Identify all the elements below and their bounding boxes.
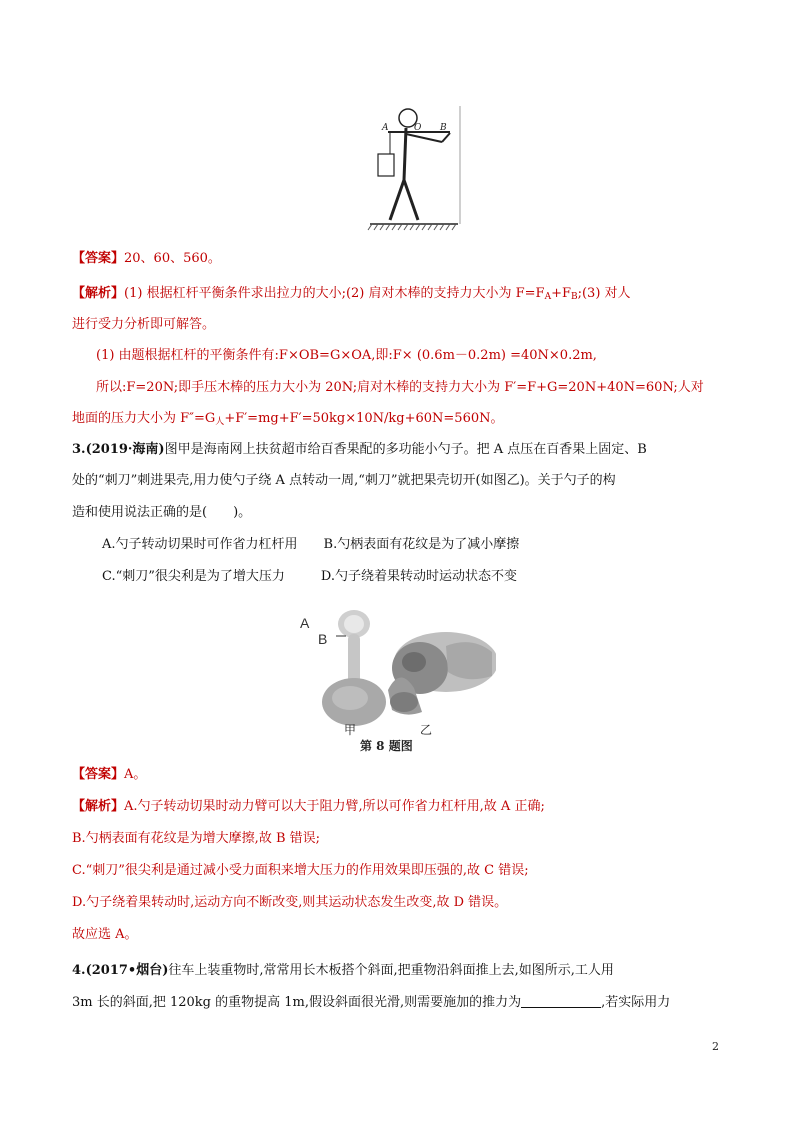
option-d: D.勺子绕着果转动时运动状态不变	[320, 569, 518, 584]
lever-person-figure	[366, 102, 462, 238]
q2-solution-line3: 地面的压力大小为 $F''=G_人+F'=mg+F'=50kg\times 10N/kg+60N=560N$。	[72, 411, 504, 427]
q3-options-cd	[102, 567, 722, 587]
answer-text: 20、60、560。	[124, 251, 221, 266]
label-a: A	[382, 123, 389, 133]
fig-yi: 乙	[420, 723, 433, 737]
q3-options-ab	[102, 535, 722, 555]
fig-label-b: B	[318, 631, 328, 647]
q3-stem-line1: 3.(2019·海南)图甲是海南网上扶贫超市给百香果配的多功能小勺子。把 A 点压在百香果上固定、B	[72, 442, 647, 457]
page-number: 2	[712, 1040, 719, 1053]
q3-conclusion: 故应选 A。	[72, 927, 138, 942]
option-c: C.“刺刀”很尖利是为了增大压力	[102, 569, 285, 584]
q3-stem-line3: 造和使用说法正确的是( )。	[72, 505, 252, 520]
q3-answer: 【答案】A。	[72, 767, 147, 782]
q3-analysis-c: C.“刺刀”很尖利是通过减小受力面积来增大压力的作用效果即压强的,故 C 错误;	[72, 863, 529, 878]
q3-analysis-a: 【解析】A.勺子转动切果时动力臂可以大于阻力臂,所以可作省力杠杆用,故 A 正确;	[72, 799, 545, 814]
fig-label-a: A	[300, 615, 310, 631]
q2-analysis-line2: 进行受力分析即可解答。	[72, 317, 216, 332]
answer-tag: 【答案】	[72, 251, 125, 266]
option-a: A.勺子转动切果时可作省力杠杆用	[102, 537, 298, 552]
q4-stem-line2: 3m 长的斜面,把 120kg 的重物提高 1m,假设斜面很光滑,则需要施加的推力为 ,若实际用力	[72, 995, 671, 1010]
q3-analysis-b: B.勺柄表面有花纹是为增大摩擦,故 B 错误;	[72, 831, 321, 846]
q3-stem-line2: 处的“刺刀”刺进果壳,用力使勺子绕 A 点转动一周,“刺刀”就把果壳切开(如图乙)。关于勺子的构	[72, 473, 616, 488]
q2-solution-line1: (1) 由题根据杠杆的平衡条件有:F×OB=G×OA,即:F× (0.6m－0.2m) =40N×0.2m,	[96, 348, 597, 363]
q2-answer	[72, 249, 722, 269]
q2-solution-line2: 所以:F=20N;即手压木棒的压力大小为 20N;肩对木棒的支持力大小为 F′=F+G=20N+40N=60N;人对	[96, 380, 704, 395]
answer-blank[interactable]	[521, 993, 601, 1008]
q3-analysis-d: D.勺子绕着果转动时,运动方向不断改变,则其运动状态发生改变,故 D 错误。	[72, 895, 508, 910]
fig-jia: 甲	[344, 723, 357, 737]
label-b: B	[440, 123, 447, 133]
fig-caption: 第 8 题图	[360, 739, 413, 752]
option-b: B.勺柄表面有花纹是为了减小摩擦	[323, 537, 520, 552]
label-o: O	[414, 123, 422, 133]
q2-analysis-line1: 【解析】(1) 根据杠杆平衡条件求出拉力的大小;(2) 肩对木棒的支持力大小为 $F=F_A+F_B;(3)$ 对人	[72, 286, 631, 302]
analysis-tag: 【解析】	[72, 286, 125, 301]
spoon-photo-figure	[296, 606, 496, 752]
q4-stem-line1: 4.(2017•烟台)往车上装重物时,常常用长木板搭个斜面,把重物沿斜面推上去,如图所示,工人用	[72, 963, 614, 978]
